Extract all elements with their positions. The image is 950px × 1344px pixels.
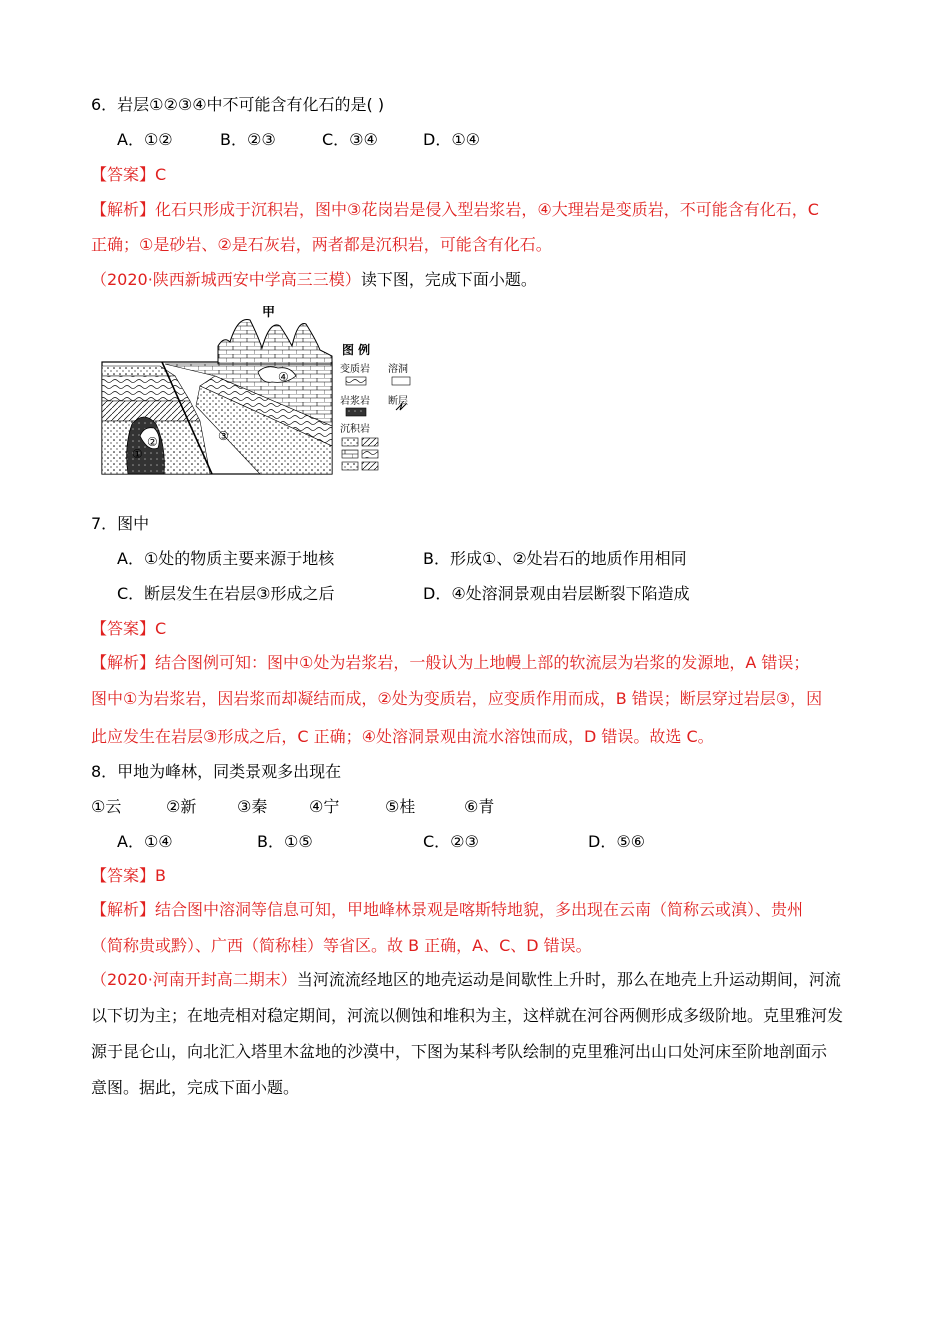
marker-4: ④ xyxy=(278,370,289,384)
q6-option-b: B．②③ xyxy=(220,130,276,149)
q6-option-d: D．①④ xyxy=(423,130,481,149)
peak-forest xyxy=(218,319,332,364)
intro1-text: 读下图，完成下面小题。 xyxy=(360,270,537,289)
q6-analysis-line-2: 正确；①是砂岩、②是石灰岩，两者都是沉积岩，可能含有化石。 xyxy=(91,235,552,254)
legend-title: 图 例 xyxy=(342,343,371,357)
q8-choice-1: ①云 xyxy=(91,797,122,816)
q7-analysis-line-1: 【解析】结合图例可知：图中①处为岩浆岩，一般认为上地幔上部的软流层为岩浆的发源地，A 错误； xyxy=(91,653,810,672)
legend-metamorphic-swatch xyxy=(346,377,366,385)
q6-option-c: C．③④ xyxy=(322,130,378,149)
q8-answer: 【答案】B xyxy=(91,866,166,885)
q8-option-b: B．①⑤ xyxy=(257,832,313,851)
q7-option-d: D．④处溶洞景观由岩层断裂下陷造成 xyxy=(423,584,690,603)
legend-cave: 溶洞 xyxy=(388,364,408,375)
intro1-source: （2020·陕西新城西安中学高三三模） xyxy=(91,270,361,289)
intro2-line-2: 以下切为主；在地壳相对稳定期间，河流以侧蚀和堆积为主，这样就在河谷两侧形成多级阶地。克里雅河发 xyxy=(91,1006,844,1025)
q6-stem: 6．岩层①②③④中不可能含有化石的是( ) xyxy=(91,95,385,114)
intro1 xyxy=(91,270,537,290)
q8-choice-3: ③秦 xyxy=(237,797,268,816)
legend-sed-swatch-6 xyxy=(362,462,378,470)
q8-choice-6: ⑥青 xyxy=(464,797,495,816)
q7-stem: 7．图中 xyxy=(91,514,150,533)
q8-choice-2: ②新 xyxy=(166,797,197,816)
legend-sed-swatch-1 xyxy=(342,438,358,446)
intro2-line-3: 源于昆仑山，向北汇入塔里木盆地的沙漠中，下图为某科考队绘制的克里雅河出山口处河床至阶地剖面示 xyxy=(91,1042,828,1061)
q8-stem: 8．甲地为峰林，同类景观多出现在 xyxy=(91,762,342,781)
marker-1: ① xyxy=(132,447,143,461)
q6-analysis-line-1: 【解析】化石只形成于沉积岩，图中③花岗岩是侵入型岩浆岩，④大理岩是变质岩，不可能含有化石，C xyxy=(91,200,819,219)
legend-sed-swatch-4 xyxy=(362,450,378,458)
marker-2: ② xyxy=(147,435,158,449)
q8-choice-4: ④宁 xyxy=(309,797,340,816)
legend-magma-swatch xyxy=(346,408,366,416)
legend-sed-swatch-2 xyxy=(362,438,378,446)
label-jia: 甲 xyxy=(262,306,276,320)
intro2-line-1 xyxy=(91,970,841,990)
q7-option-a: A．①处的物质主要来源于地核 xyxy=(117,549,335,568)
q6-option-a: A．①② xyxy=(117,130,173,149)
q8-option-d: D．⑤⑥ xyxy=(588,832,646,851)
marker-3: ③ xyxy=(218,429,229,443)
legend-sed-swatch-3 xyxy=(342,450,358,458)
q7-answer: 【答案】C xyxy=(91,619,167,638)
intro2-source: （2020·河南开封高二期末） xyxy=(91,970,297,989)
legend-fault: 断层 xyxy=(388,396,408,407)
layer-wavy-left xyxy=(102,376,190,401)
q8-option-c: C．②③ xyxy=(423,832,479,851)
geology-figure xyxy=(100,306,420,478)
legend-magma: 岩浆岩 xyxy=(340,396,370,407)
q8-choice-5: ⑤桂 xyxy=(385,797,416,816)
q7-option-b: B．形成①、②处岩石的地质作用相同 xyxy=(423,549,687,568)
legend-sedimentary: 沉积岩 xyxy=(340,424,370,435)
legend-metamorphic: 变质岩 xyxy=(340,364,370,375)
intro2-text-1: 当河流流经地区的地壳运动是间歇性上升时，那么在地壳上升运动期间，河流 xyxy=(296,970,841,989)
q7-analysis-line-2: 图中①为岩浆岩，因岩浆而却凝结而成，②处为变质岩，应变质作用而成，B 错误；断层穿过岩层③，因 xyxy=(91,689,823,708)
q7-analysis-line-3: 此应发生在岩层③形成之后，C 正确；④处溶洞景观由流水溶蚀而成，D 错误。故选 C。 xyxy=(91,727,714,746)
q8-analysis-line-2: （简称贵或黔）、广西（简称桂）等省区。故 B 正确，A、C、D 错误。 xyxy=(91,936,592,955)
legend-cave-swatch xyxy=(392,377,410,385)
q6-answer: 【答案】C xyxy=(91,165,167,184)
intro2-line-4: 意图。据此，完成下面小题。 xyxy=(91,1078,300,1097)
q8-option-a: A．①④ xyxy=(117,832,173,851)
layer-hatch-left xyxy=(102,401,200,421)
q8-analysis-line-1: 【解析】结合图中溶洞等信息可知，甲地峰林景观是喀斯特地貌，多出现在云南（简称云或滇）、贵州 xyxy=(91,900,804,919)
legend-sed-swatch-5 xyxy=(342,462,358,470)
q7-option-c: C．断层发生在岩层③形成之后 xyxy=(117,584,335,603)
